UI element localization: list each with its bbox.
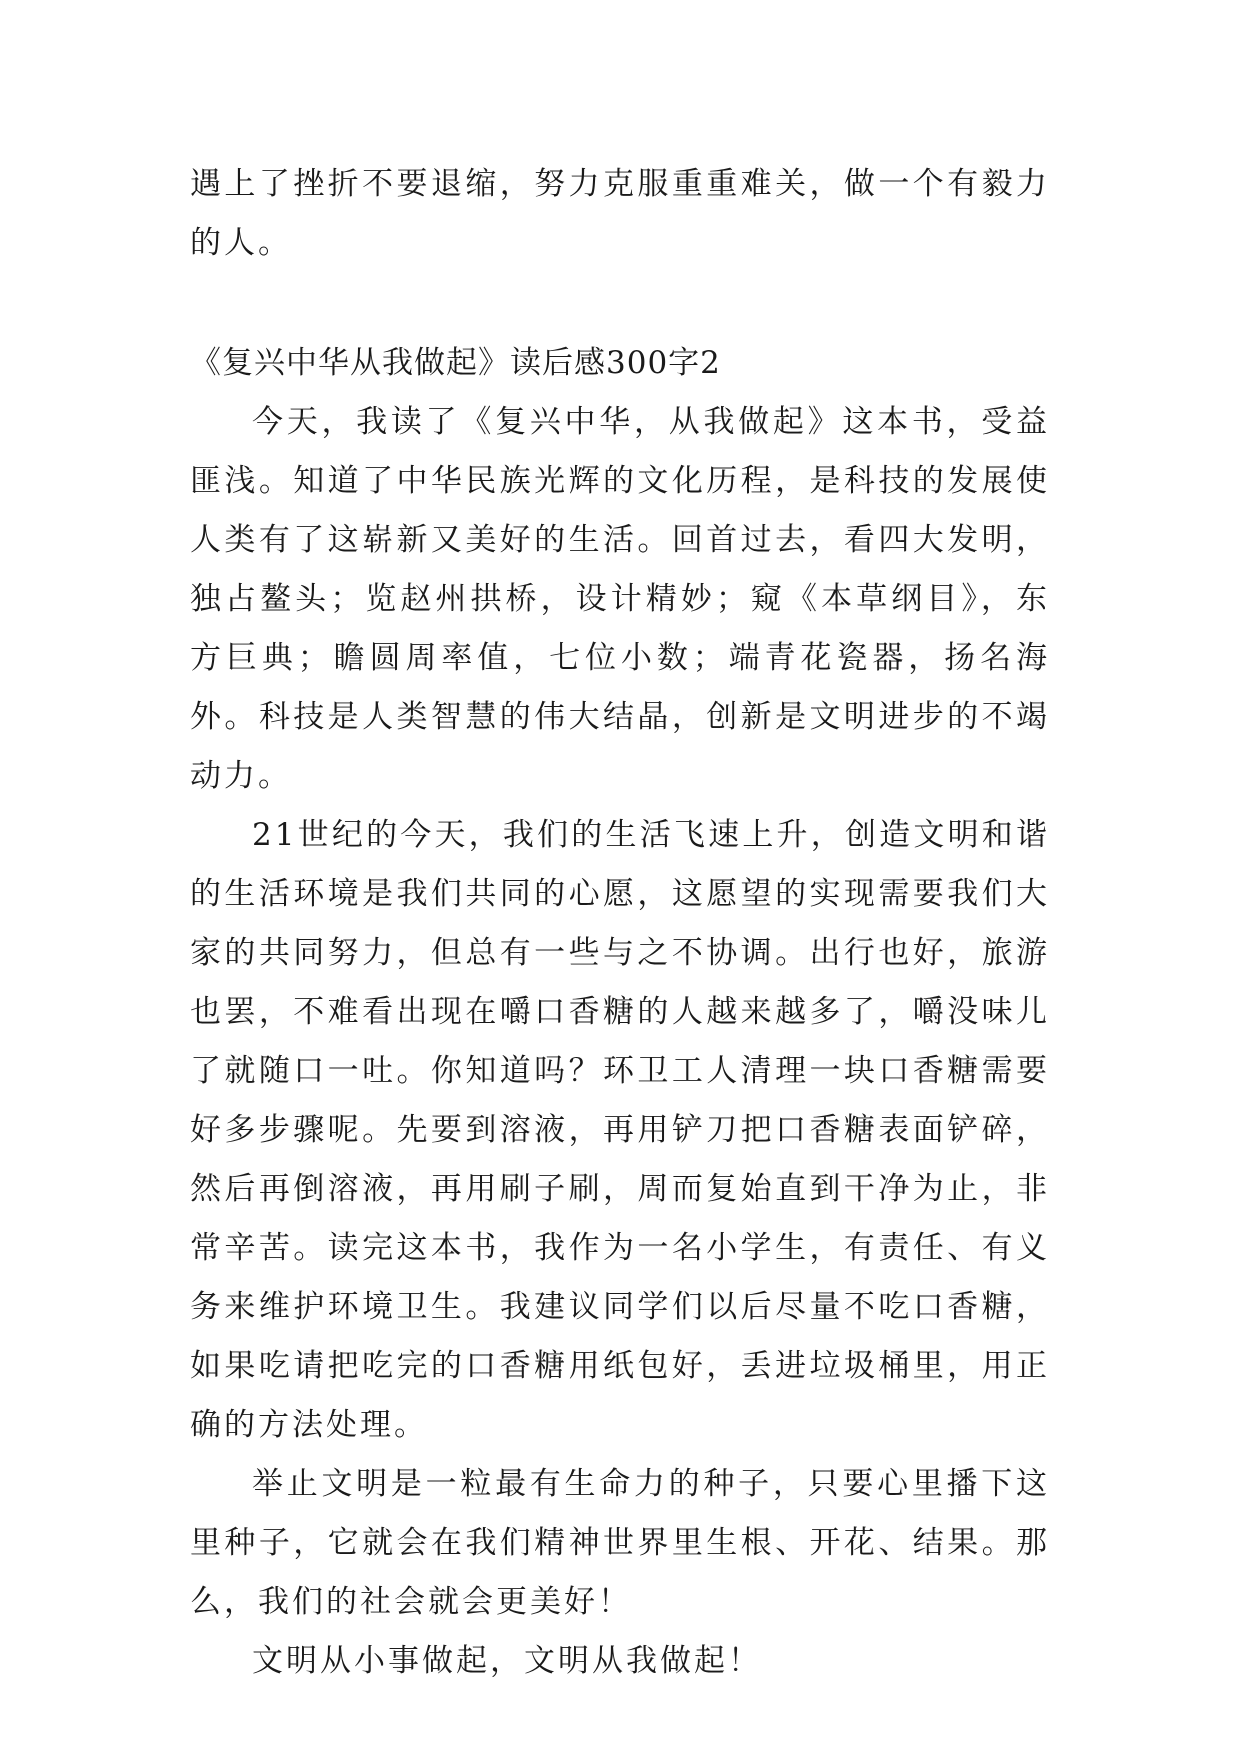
- carryover-text: [190, 155, 1050, 273]
- paragraph-4: 文明从小事做起，文明从我做起！: [252, 1643, 762, 1679]
- section-title: 《复兴中华从我做起》读后感300字2: [190, 345, 721, 381]
- essay-body: [190, 393, 1050, 1691]
- paragraph-1: 今天，我读了《复兴中华，从我做起》这本书，受益匪浅。知道了中华民族光辉的文化历程，是科技的发展使人类有了这崭新又美好的生活。回首过去，看四大发明，独占鳌头；览赵州拱桥，设计精妙；窥《本草纲目》，东方巨典；瞻圆周率值，七位小数；端青花瓷器，扬名海外。科技是人类智慧的伟大结晶，创新是文明进步的不竭动力。: [190, 404, 1050, 794]
- paragraph-2: 21世纪的今天，我们的生活飞速上升，创造文明和谐的生活环境是我们共同的心愿，这愿望的实现需要我们大家的共同努力，但总有一些与之不协调。出行也好，旅游也罢，不难看出现在嚼口香糖的人越来越多了，嚼没味儿了就随口一吐。你知道吗？环卫工人清理一块口香糖需要好多步骤呢。先要到溶液，再用铲刀把口香糖表面铲碎，然后再倒溶液，再用刷子刷，周而复始直到干净为止，非常辛苦。读完这本书，我作为一名小学生，有责任、有义务来维护环境卫生。我建议同学们以后尽量不吃口香糖，如果吃请把吃完的口香糖用纸包好，丢进垃圾桶里，用正确的方法处理。: [190, 817, 1050, 1443]
- paragraph-3: 举止文明是一粒最有生命力的种子，只要心里播下这里种子，它就会在我们精神世界里生根、开花、结果。那么，我们的社会就会更美好！: [190, 1466, 1050, 1620]
- carryover-paragraph: 遇上了挫折不要退缩，努力克服重重难关，做一个有毅力的人。: [190, 166, 1050, 261]
